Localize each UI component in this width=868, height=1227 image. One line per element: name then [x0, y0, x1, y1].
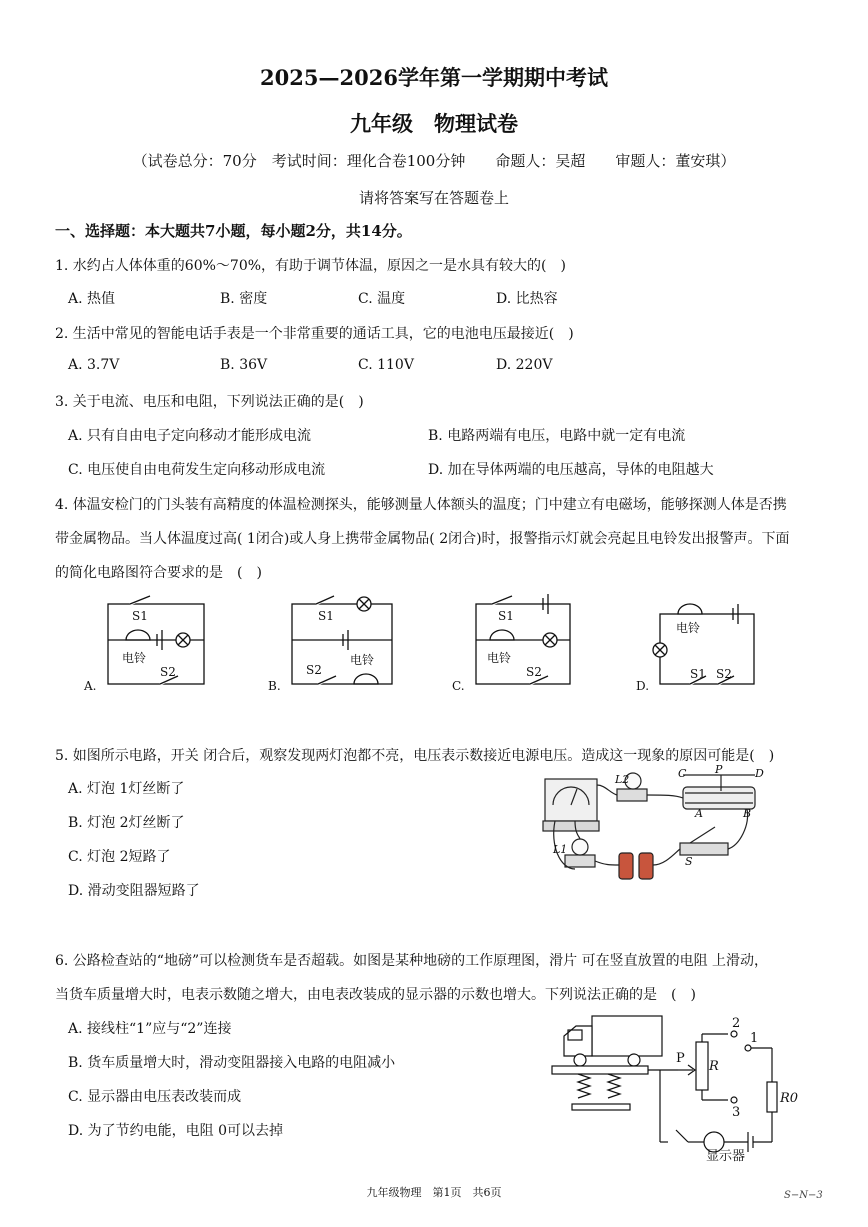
q5-l1-label: L1: [553, 843, 568, 856]
question-5-stem: 5. 如图所示电路，开关 闭合后，观察发现两灯泡都不亮，电压表示数接近电源电压。造成这一现象的原因可能是( ): [55, 748, 775, 764]
q4b-s1-label: S1: [318, 609, 334, 623]
q3-option-b: B. 电路两端有电压，电路中就一定有电流: [428, 428, 686, 444]
q5-option-a: A. 灯泡 1灯丝断了: [68, 781, 185, 797]
q4a-bell-label: 电铃: [122, 651, 147, 665]
q3-option-c: C. 电压使自由电荷发生定向移动形成电流: [68, 462, 326, 478]
q4-circuit-a: [108, 596, 204, 684]
q5-option-d: D. 滑动变阻器短路了: [68, 883, 200, 899]
q6-weighbridge-diagram: [548, 1012, 818, 1162]
q1-option-a: A. 热值: [68, 291, 116, 307]
q4c-s2-label: S2: [526, 665, 542, 679]
q5-a-label: A: [695, 807, 703, 820]
paper-code: S−N−3: [784, 1190, 823, 1201]
q5-s-label: S: [685, 855, 693, 868]
page-footer: 九年级物理 第1页 共6页: [366, 1186, 502, 1199]
q4-option-b-label: B.: [268, 679, 281, 693]
q4-circuit-diagrams: [0, 590, 868, 700]
q5-option-c: C. 灯泡 2短路了: [68, 849, 171, 865]
question-2-stem: 2. 生活中常见的智能电话手表是一个非常重要的通话工具，它的电池电压最接近( ): [55, 326, 574, 342]
q6-terminal-2: 2: [732, 1016, 741, 1031]
q4a-s2-label: S2: [160, 665, 176, 679]
q1-option-d: D. 比热容: [496, 291, 558, 307]
q2-option-b: B. 36V: [220, 357, 268, 373]
q2-option-c: C. 110V: [358, 357, 414, 373]
q4d-bell-label: 电铃: [676, 621, 701, 635]
exam-subtitle: 九年级 物理试卷: [350, 111, 518, 136]
q4b-bell-label: 电铃: [350, 653, 375, 667]
q5-circuit-photo: [535, 765, 780, 880]
answer-instruction: 请将答案写在答题卷上: [358, 189, 509, 207]
q4-option-c-label: C.: [452, 679, 465, 693]
q6-r-label: R: [709, 1059, 719, 1074]
q3-option-a: A. 只有自由电子定向移动才能形成电流: [68, 428, 312, 444]
q4a-s1-label: S1: [132, 609, 148, 623]
q5-c-label: C: [678, 767, 687, 780]
question-4-stem-line1: 4. 体温安检门的门头装有高精度的体温检测探头，能够测量人体额头的温度；门中建立有电磁场，能够探测人体是否携: [55, 497, 787, 513]
q4d-s1-label: S1: [690, 667, 706, 681]
q6-terminal-3: 3: [732, 1105, 741, 1120]
q6-p-label: P: [676, 1051, 685, 1066]
q4c-bell-label: 电铃: [487, 651, 512, 665]
q5-p-label: P: [715, 765, 723, 776]
q1-option-c: C. 温度: [358, 291, 406, 307]
q2-option-d: D. 220V: [496, 357, 553, 373]
question-6-stem-line1: 6. 公路检查站的“地磅”可以检测货车是否超载。如图是某种地磅的工作原理图，滑片 可在竖直放置的电阻 上滑动，: [55, 953, 769, 969]
question-4-stem-line2: 带金属物品。当人体温度过高( 1闭合)或人身上携带金属物品( 2闭合)时，报警指示灯就会亮起且电铃发出报警声。下面: [55, 531, 790, 547]
q6-option-b: B. 货车质量增大时，滑动变阻器接入电路的电阻减小: [68, 1055, 396, 1071]
q6-terminal-1: 1: [750, 1031, 759, 1046]
q4-option-a-label: A.: [84, 679, 97, 693]
q6-option-a: A. 接线柱“1”应与“2”连接: [68, 1021, 232, 1037]
q6-r0-label: R0: [780, 1091, 799, 1106]
section-heading: 一、选择题：本大题共7小题，每小题2分，共14分。: [55, 222, 412, 240]
q3-option-d: D. 加在导体两端的电压越高，导体的电阻越大: [428, 462, 714, 478]
q6-option-c: C. 显示器由电压表改装而成: [68, 1089, 242, 1105]
question-1-stem: 1. 水约占人体体重的60%～70%，有助于调节体温，原因之一是水具有较大的( ): [55, 258, 566, 274]
q5-b-label: B: [743, 807, 752, 820]
q4b-s2-label: S2: [306, 663, 322, 677]
q6-display-label: 显示器: [706, 1149, 746, 1162]
question-4-stem-line3: 的简化电路图符合要求的是 ( ): [55, 565, 262, 581]
question-6-stem-line2: 当货车质量增大时，电表示数随之增大，由电表改装成的显示器的示数也增大。下列说法正确的是 ( ): [55, 987, 696, 1003]
question-3-stem: 3. 关于电流、电压和电阻，下列说法正确的是( ): [55, 394, 364, 410]
q4-option-d-label: D.: [636, 679, 650, 693]
q4c-s1-label: S1: [498, 609, 514, 623]
exam-title: 2025—2026学年第一学期期中考试: [260, 65, 608, 90]
q4-circuit-c: [476, 594, 570, 684]
q5-l2-label: L2: [615, 773, 630, 786]
q6-option-d: D. 为了节约电能，电阻 0可以去掉: [68, 1123, 283, 1139]
q1-option-b: B. 密度: [220, 291, 268, 307]
exam-info: （试卷总分：70分 考试时间：理化合卷100分钟 命题人：吴超 审题人：董安琪）: [132, 152, 736, 170]
q4d-s2-label: S2: [716, 667, 732, 681]
q5-d-label: D: [755, 767, 764, 780]
q5-option-b: B. 灯泡 2灯丝断了: [68, 815, 185, 831]
q2-option-a: A. 3.7V: [68, 357, 120, 373]
